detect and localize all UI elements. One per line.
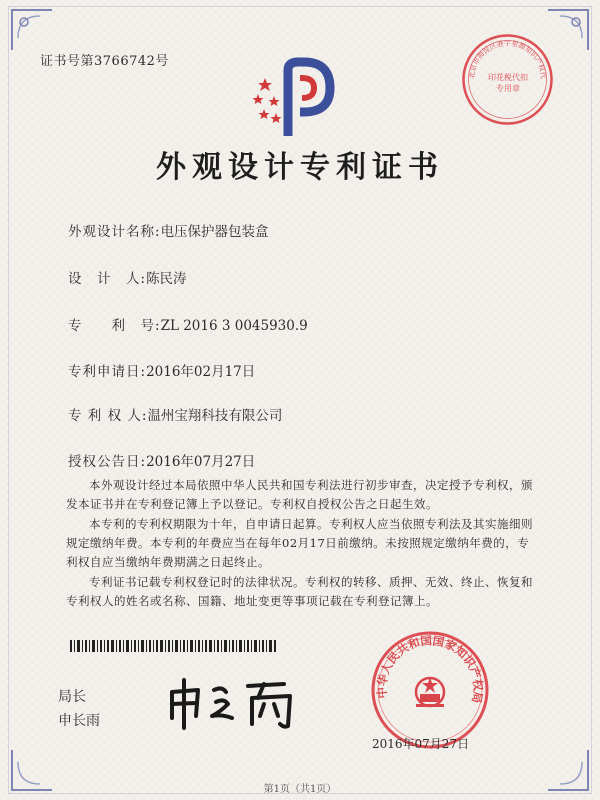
paragraph-register: 专利证书记载专利权登记时的法律状况。专利权的转移、质押、无效、终止、恢复和专利权人的姓名或名称、国籍、地址变更等事项记载在专利登记簿上。: [66, 575, 533, 608]
field-label: 设 计 人:: [68, 271, 147, 287]
paragraph-grant: 本外观设计经过本局依照中华人民共和国专利法进行初步审查，决定授予专利权，颁发本证书并在专利登记簿上予以登记。专利权自授权公告之日起生效。: [66, 478, 533, 511]
director-name: 申长雨: [58, 713, 100, 729]
field-value: 陈民涛: [146, 271, 187, 287]
field-design-name: [68, 220, 269, 240]
field-value: ZL 2016 3 0045930.9: [160, 318, 308, 334]
field-label: 外观设计名称:: [68, 224, 161, 240]
field-value: 电压保护器包装盒: [160, 224, 269, 240]
agency-seal-center-text: 印花税代扣专用章: [488, 73, 528, 93]
field-label: 授权公告日:: [68, 454, 147, 470]
field-patent-number: [68, 314, 308, 334]
corner-ornament-icon: [10, 8, 54, 52]
director-title: 局长: [58, 689, 86, 705]
field-patentee: [68, 404, 282, 424]
field-label: 专 利 权 人:: [68, 408, 148, 424]
national-ip-office-seal: [370, 630, 490, 750]
director-signature: [160, 676, 310, 731]
barcode: [70, 640, 278, 652]
paragraph-term: 本专利的专利权期限为十年，自申请日起算。专利权人应当依照专利法及其实施细则规定缴纳年费。本专利的年费应当在每年02月17日前缴纳。未按照规定缴纳年费的，专利权自应当缴纳年费期满之日起终止。: [66, 517, 533, 569]
page-footer: 第1页（共1页）: [263, 784, 337, 795]
certificate-number: 证书号第3766742号: [40, 54, 169, 69]
agency-seal-text: 北京市海淀区港宇星源知识产权代: [467, 39, 548, 80]
field-label: 专 利 号:: [68, 318, 161, 334]
certificate-title: 外观设计专利证书: [156, 150, 444, 185]
agency-tax-seal: [460, 32, 555, 127]
field-label: 专利申请日:: [68, 364, 147, 380]
field-designer: [68, 267, 187, 287]
field-value: 2016年02月17日: [146, 364, 256, 380]
patent-office-logo-icon: [240, 56, 350, 138]
field-grant-date: [68, 450, 255, 470]
field-value: 温州宝翔科技有限公司: [147, 408, 283, 424]
field-value: 2016年07月27日: [146, 454, 256, 470]
seal-text: 中华人民共和国国家知识产权局: [374, 633, 486, 705]
issue-date: 2016年07月27日: [372, 737, 470, 751]
field-application-date: [68, 360, 255, 380]
